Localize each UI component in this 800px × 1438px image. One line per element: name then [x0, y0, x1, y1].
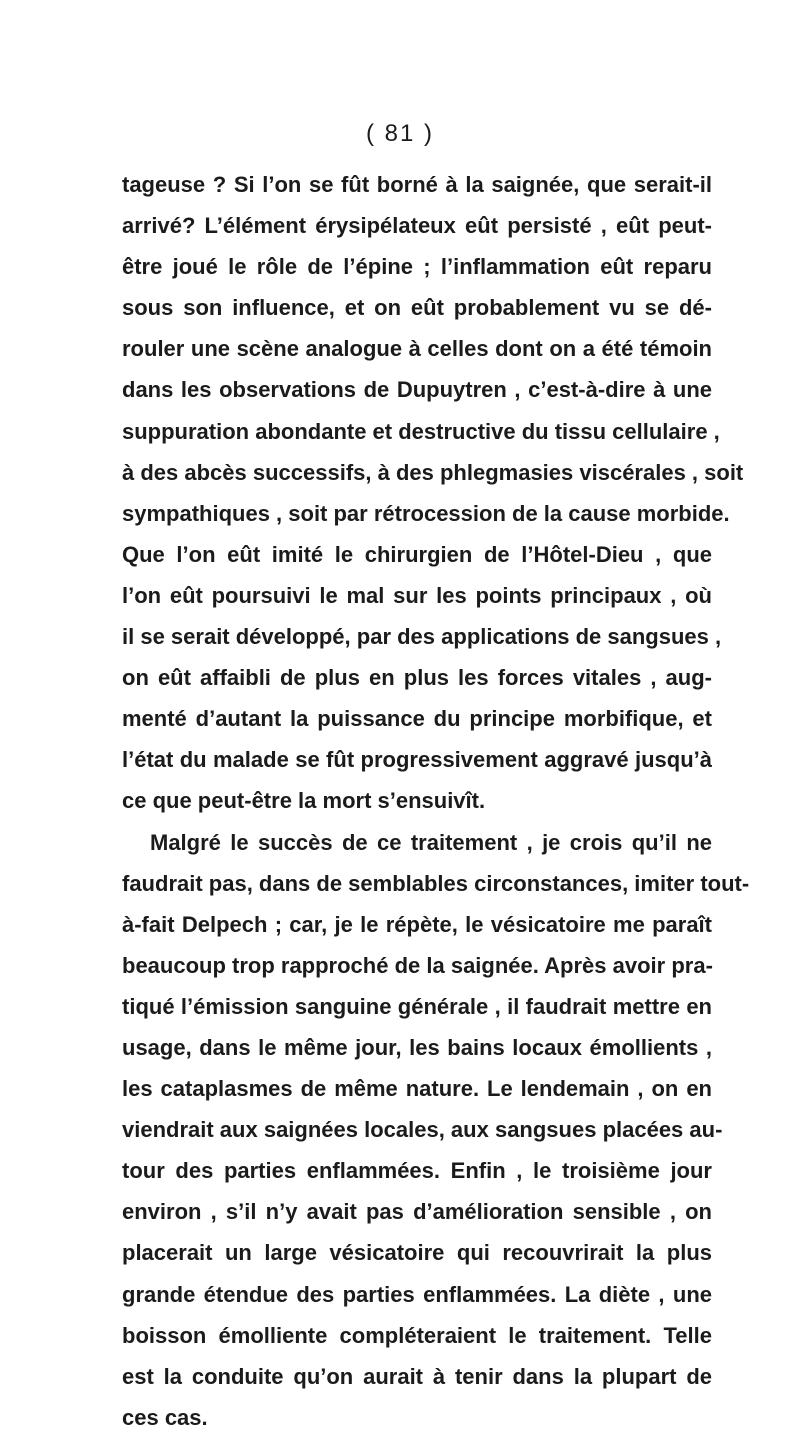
- text-line: tiqué l’émission sanguine générale , il faudrait mettre en: [122, 993, 712, 1019]
- text-line: boisson émolliente compléteraient le traitement. Telle: [122, 1322, 712, 1348]
- text-line: placerait un large vésicatoire qui recouvrirait la plus: [122, 1240, 712, 1266]
- text-line: environ , s’il n’y avait pas d’amélioration sensible , on: [122, 1199, 712, 1225]
- text-line: il se serait développé, par des applications de sangsues ,: [122, 624, 722, 650]
- text-line: menté d’autant la puissance du principe morbifique, et: [122, 706, 712, 732]
- text-line: ces cas.: [122, 1404, 208, 1430]
- text-line: l’on eût poursuivi le mal sur les points principaux , où: [122, 582, 712, 608]
- text-line: à-fait Delpech ; car, je le répète, le vésicatoire me paraît: [122, 911, 712, 937]
- text-line: dans les observations de Dupuytren , c’est-à-dire à une: [122, 377, 712, 403]
- text-line: être joué le rôle de l’épine ; l’inflammation eût reparu: [122, 254, 712, 280]
- text-line: sous son influence, et on eût probablement vu se dé-: [122, 295, 712, 321]
- text-line: beaucoup trop rapproché de la saignée. Après avoir pra-: [122, 952, 713, 978]
- text-line: sympathiques , soit par rétrocession de la cause morbide.: [122, 500, 730, 526]
- text-line: à des abcès successifs, à des phlegmasies viscérales , soit: [122, 459, 744, 485]
- text-line: ce que peut-être la mort s’ensuivît.: [122, 788, 486, 814]
- text-line: viendrait aux saignées locales, aux sangsues placées au-: [122, 1117, 723, 1143]
- text-line: faudrait pas, dans de semblables circonstances, imiter tout-: [122, 870, 750, 896]
- text-line: tour des parties enflammées. Enfin , le troisième jour: [122, 1158, 712, 1184]
- text-line: tageuse ? Si l’on se fût borné à la saignée, que serait-il: [122, 172, 712, 197]
- text-line: l’état du malade se fût progressivement aggravé jusqu’à: [122, 747, 712, 773]
- page-number: ( 81 ): [365, 120, 434, 147]
- text-line: grande étendue des parties enflammées. La diète , une: [122, 1281, 712, 1307]
- text-line: suppuration abondante et destructive du tissu cellulaire ,: [122, 418, 720, 444]
- text-line: Que l’on eût imité le chirurgien de l’Hôtel-Dieu , que: [122, 541, 712, 567]
- text-line: est la conduite qu’on aurait à tenir dans la plupart de: [122, 1363, 712, 1389]
- text-line: les cataplasmes de même nature. Le lendemain , on en: [122, 1076, 712, 1102]
- text-line: on eût affaibli de plus en plus les forces vitales , aug-: [122, 665, 712, 691]
- text-line: Malgré le succès de ce traitement , je crois qu’il ne: [150, 829, 712, 855]
- text-line: arrivé? L’élément érysipélateux eût persisté , eût peut-: [122, 213, 712, 239]
- body-text: [122, 164, 750, 1438]
- text-line: rouler une scène analogue à celles dont on a été témoin: [122, 336, 712, 362]
- text-line: usage, dans le même jour, les bains locaux émollients ,: [122, 1034, 712, 1060]
